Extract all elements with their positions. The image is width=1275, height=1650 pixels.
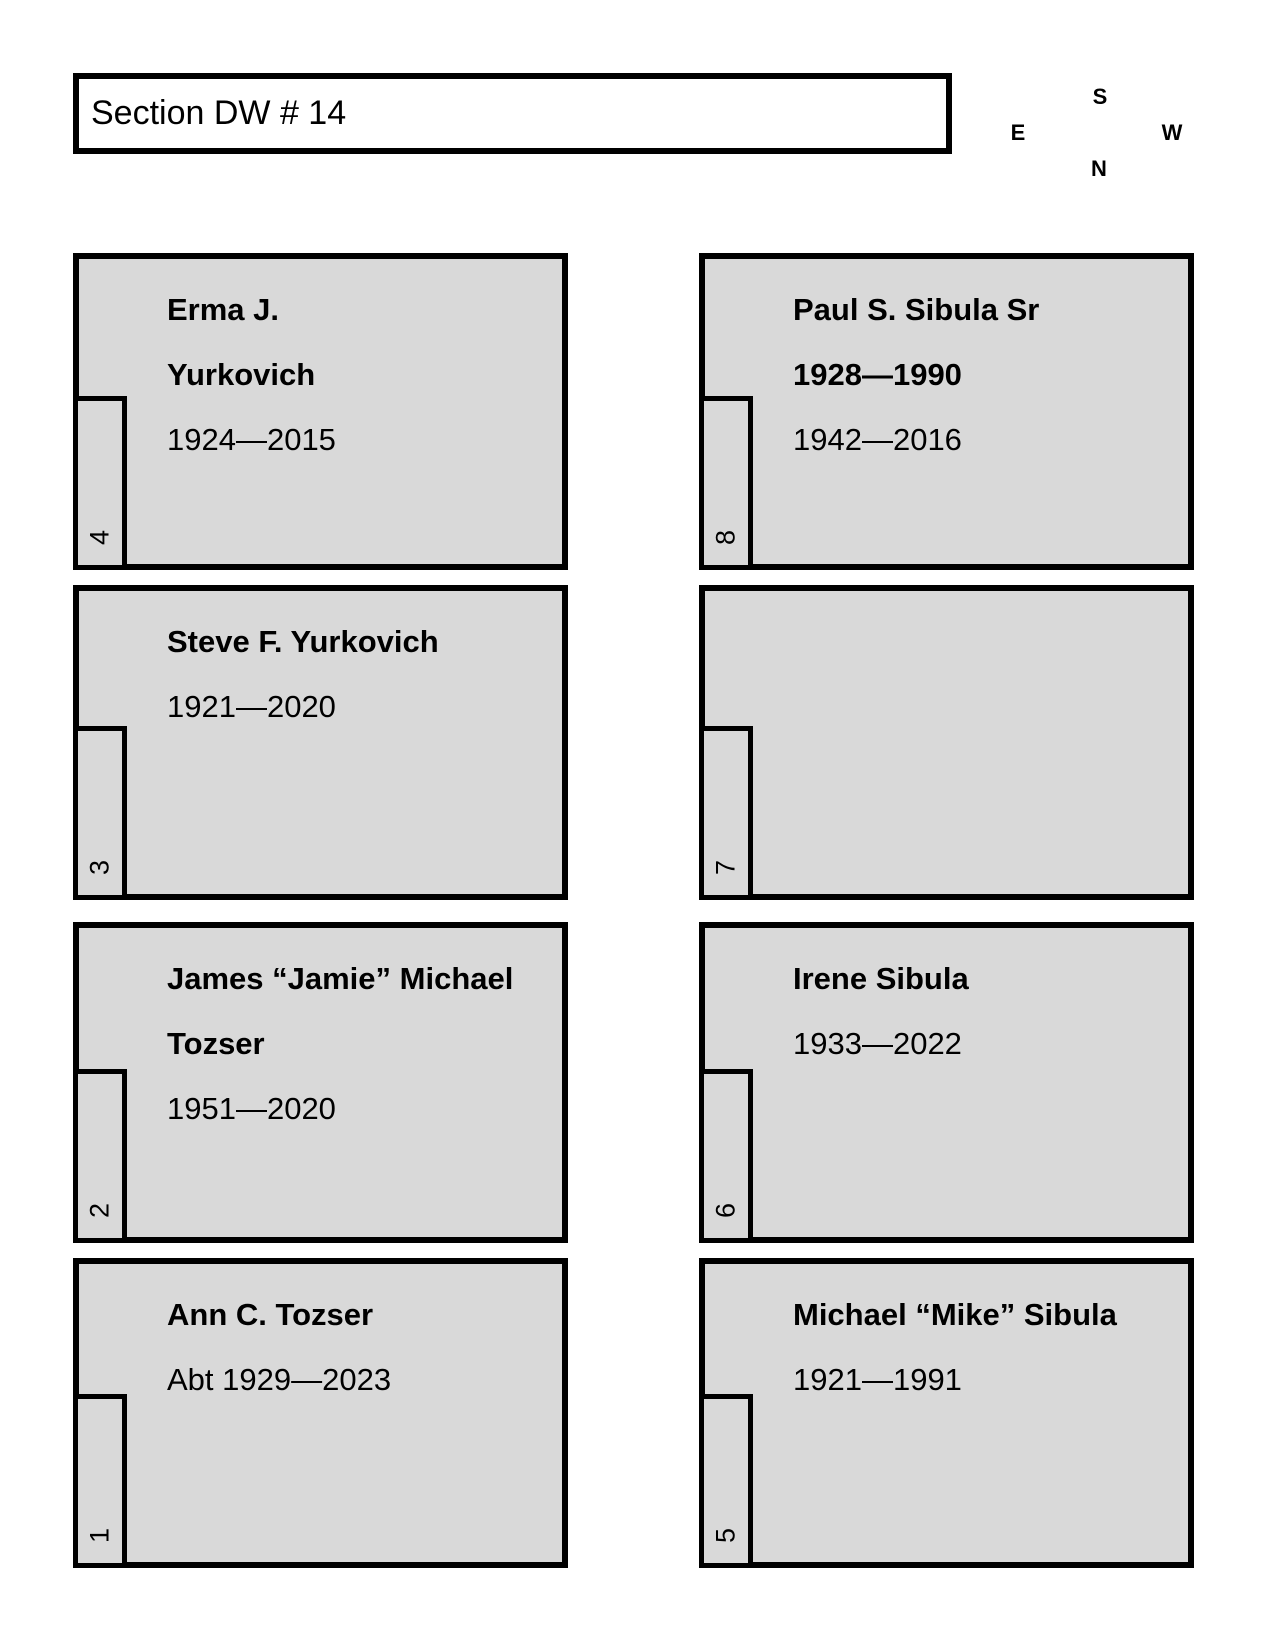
plot-number-tab bbox=[699, 726, 753, 900]
plot-inscription bbox=[793, 1282, 1178, 1412]
plot-inscription-line: 1921—2020 bbox=[167, 689, 336, 724]
plot-inscription bbox=[793, 946, 1178, 1076]
plot-inscription-line: James “Jamie” Michael bbox=[167, 961, 514, 996]
plot-inscription-line: Paul S. Sibula Sr bbox=[793, 292, 1040, 327]
plot-inscription-line: Erma J. bbox=[167, 292, 280, 327]
plot-inscription-line: Abt 1929—2023 bbox=[167, 1362, 392, 1397]
compass-north-label: N bbox=[1091, 156, 1107, 181]
plot-number: 8 bbox=[710, 529, 741, 546]
plot-box-4 bbox=[73, 253, 568, 570]
compass-east-label: E bbox=[1010, 120, 1026, 145]
plot-inscription bbox=[793, 277, 1178, 472]
plot-inscription-line: 1924—2015 bbox=[167, 422, 336, 457]
plot-number: 3 bbox=[84, 859, 115, 876]
plot-box-7 bbox=[699, 585, 1194, 900]
plot-inscription bbox=[167, 609, 552, 739]
plot-inscription-line: 1942—2016 bbox=[793, 422, 962, 457]
compass-south-label: S bbox=[1092, 84, 1108, 109]
plot-number-tab bbox=[73, 1394, 127, 1568]
plot-number-tab bbox=[73, 726, 127, 900]
plot-number: 6 bbox=[710, 1202, 741, 1219]
plot-inscription-line: 1933—2022 bbox=[793, 1026, 962, 1061]
plot-box-3 bbox=[73, 585, 568, 900]
plot-box-6 bbox=[699, 922, 1194, 1243]
plot-number-tab bbox=[699, 1069, 753, 1243]
plot-number-tab bbox=[699, 396, 753, 570]
compass-west-label: W bbox=[1161, 120, 1183, 145]
plot-number-tab bbox=[699, 1394, 753, 1568]
plot-number-tab bbox=[73, 396, 127, 570]
plot-inscription-line: 1928—1990 bbox=[793, 357, 962, 392]
plot-number: 1 bbox=[84, 1527, 115, 1544]
plot-box-8 bbox=[699, 253, 1194, 570]
plot-inscription-line: Tozser bbox=[167, 1026, 265, 1061]
plot-inscription-line: 1951—2020 bbox=[167, 1091, 336, 1126]
plot-inscription bbox=[167, 946, 552, 1141]
plot-inscription bbox=[167, 277, 552, 472]
plot-inscription-line: Yurkovich bbox=[167, 357, 316, 392]
plot-inscription-line: Steve F. Yurkovich bbox=[167, 624, 439, 659]
plot-inscription-line: Ann C. Tozser bbox=[167, 1297, 374, 1332]
plot-box-2 bbox=[73, 922, 568, 1243]
plot-number: 7 bbox=[710, 859, 741, 876]
plot-number-tab bbox=[73, 1069, 127, 1243]
plot-number: 5 bbox=[710, 1527, 741, 1544]
section-title: Section DW # 14 bbox=[91, 94, 347, 132]
plot-inscription-line: 1921—1991 bbox=[793, 1362, 962, 1397]
plot-number: 4 bbox=[84, 529, 115, 546]
plot-inscription bbox=[167, 1282, 552, 1412]
plot-number: 2 bbox=[84, 1202, 115, 1219]
section-title-box bbox=[73, 73, 952, 154]
plot-box-1 bbox=[73, 1258, 568, 1568]
plot-inscription-line: Irene Sibula bbox=[793, 961, 969, 996]
plot-inscription-line: Michael “Mike” Sibula bbox=[793, 1297, 1117, 1332]
plot-box-5 bbox=[699, 1258, 1194, 1568]
